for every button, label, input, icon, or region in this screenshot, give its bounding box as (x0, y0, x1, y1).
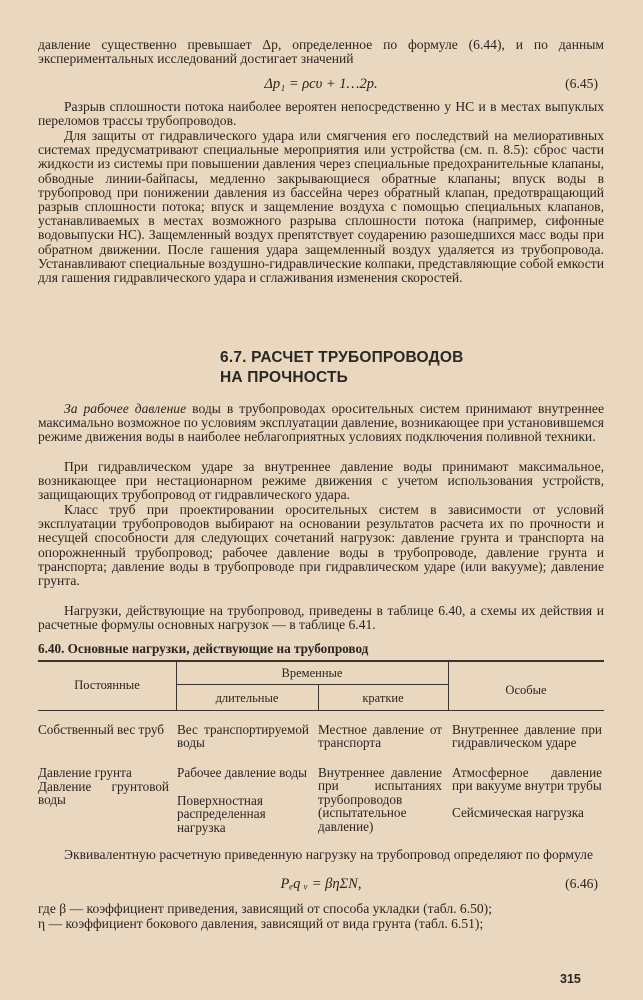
cell-permanent-1: Собственный вес труб (38, 722, 165, 737)
cell-short-2: Внутреннее давление при испытаниях трубопроводов (испытательное давление) (318, 765, 442, 834)
cell-special-1: Внутреннее давление при гидравлическом ударе (452, 722, 602, 751)
paragraph-rupture: Разрыв сплошности потока наиболее вероятен непосредственно у НС и в местах выпуклых переломов трассы трубопроводов. (38, 99, 604, 129)
cell-special-2: Атмосферное давление при вакууме внутри трубы (452, 765, 602, 794)
table-title: 6.40. Основные нагрузки, действующие на трубопровод (38, 641, 369, 656)
cell-permanent-3: Давление грунтовой воды (38, 779, 169, 808)
term-working-pressure: За рабочее давление (64, 401, 187, 416)
paragraph-protection: Для защиты от гидравлического удара или смягчения его последствий на мелиоративных системах предусматривают специальные мероприятия или устройства (см. п. 8.5): сброс части жидкости из системы при повышении давления через специальные предохранительные клапаны, обводные линии-байпасы, медленно закрывающиеся обратные клапаны; впуск воды в трубопровод при понижении давления из бассейна через обратный клапан, предотвращающий разрыв сплошности потока; впуск и защемление воздуха с помощью специальных клапанов, устанавливаемых в местах возможного разрыва сплошности потока (например, сифонные водовыпуски НС). Защемленный воздух препятствует соударению разошедшихся масс воды при обратном движении. После гашения удара защемленный воздух удаляется из трубопровода. Устанавливают специальные воздушно-гидравлические колпаки, представляющие собой емкости для гашения гидравлического удара и сглаживания изменения скоростей. (38, 128, 604, 286)
formula-6-45 (38, 76, 604, 94)
formula-6-46 (38, 876, 604, 894)
formula-number: (6.46) (565, 876, 598, 891)
paragraph-working-pressure-text: воды в трубопроводах оросительных систем принимают внутреннее максимально возможное по условиям эксплуатации давление, возникающее при установившемся режиме движения воды в наиболее неблагоприятных условиях подключения поливной техники. (38, 401, 604, 445)
table-header-rule (38, 710, 604, 711)
cell-permanent-2: Давление грунта (38, 765, 132, 780)
table-top-rule (38, 660, 604, 662)
header-permanent: Постоянные (74, 678, 140, 692)
paragraph-eta: η — коэффициент бокового давления, зависящий от вида грунта (табл. 6.51); (38, 916, 484, 931)
cell-special-3: Сейсмическая нагрузка (452, 805, 584, 820)
header-temporary: Временные (281, 666, 343, 680)
header-long: длительные (215, 691, 279, 705)
paragraph-water-hammer: При гидравлическом ударе за внутреннее давление воды принимают максимальное, возникающее при нестационарном режиме движения с учетом использования устройств, защищающих трубопровод от гидравлического удара. (38, 459, 604, 503)
cell-short-1: Местное давление от транспорта (318, 722, 442, 751)
cell-long-3: Поверхностная распределенная нагрузка (177, 793, 266, 835)
cell-long-1: Вес транспортируемой воды (177, 722, 309, 751)
header-short: краткие (362, 691, 404, 705)
paragraph-loads-ref: Нагрузки, действующие на трубопровод, приведены в таблице 6.40, а схемы их действия и расчетные формулы основных нагрузок — в таблице 6.41. (38, 603, 604, 633)
formula-expression: Pₑq ᵥ = βηΣN, (280, 876, 362, 892)
section-heading-line1: 6.7. РАСЧЕТ ТРУБОПРОВОДОВ (220, 349, 464, 366)
page-number: 315 (560, 972, 581, 986)
header-special: Особые (505, 683, 547, 697)
section-heading-line2: НА ПРОЧНОСТЬ (220, 369, 348, 386)
formula-expression: Δp₁ = ρcυ + 1…2p. (264, 76, 378, 92)
paragraph-beta: где β — коэффициент приведения, зависящий от способа укладки (табл. 6.50); (38, 901, 492, 916)
paragraph-intro: давление существенно превышает Δp, определенное по формуле (6.44), и по данным экспериментальных исследований достигает значений (38, 37, 604, 67)
table-mid-rule (176, 684, 448, 685)
paragraph-pipe-class: Класс труб при проектировании оросительных систем в зависимости от условий эксплуатации трубопроводов выбирают на основании результатов расчета их по прочности и несущей способности для следующих сочетаний нагрузок: давление грунта и транспорта на опорожненный трубопровод; рабочее давление воды в трубопроводе, давление грунта и транспорта; давление воды в трубопроводе при гидравлическом ударе (или вакууме); давление грунта. (38, 502, 604, 589)
section-heading (220, 348, 580, 388)
paragraph-equivalent-load: Эквивалентную расчетную приведенную нагрузку на трубопровод определяют по формуле (64, 847, 594, 862)
formula-number: (6.45) (565, 76, 598, 91)
cell-long-2: Рабочее давление воды (177, 765, 308, 780)
paragraph-working-pressure (38, 402, 604, 445)
